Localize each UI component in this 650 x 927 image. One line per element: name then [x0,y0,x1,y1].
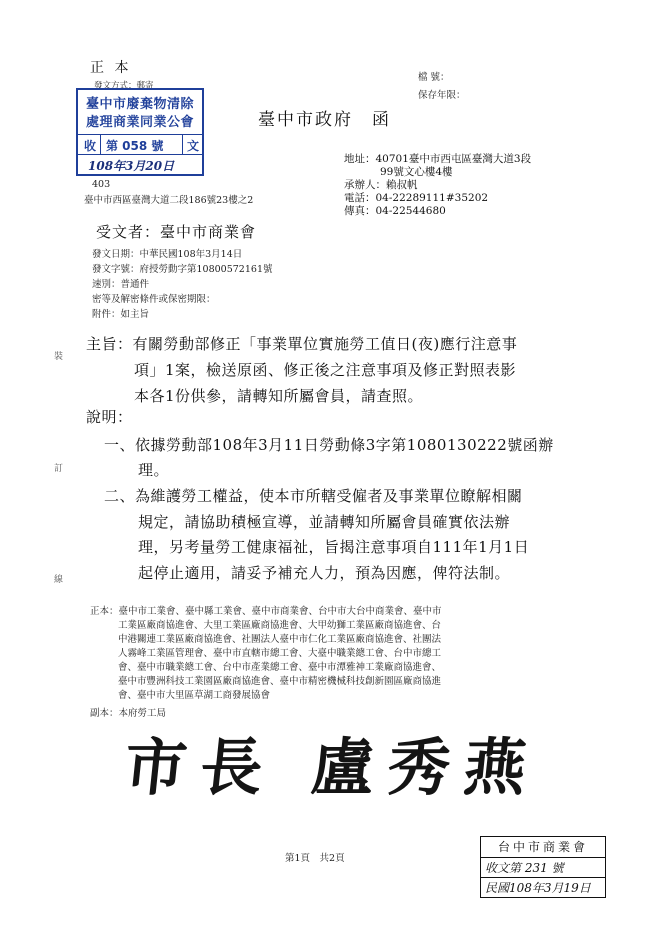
distribution-line5: 會、臺中市職業總工會、台中市產業總工會、臺中市潭雅神工業廠商協進會、 [118,662,442,673]
recipient-address: 臺中市西區臺灣大道二段186號23樓之2 [84,195,254,206]
stamp-recv-number: 第 058 號 [106,139,164,153]
delivery-method-note: 發文方式：郵寄 [94,81,154,91]
stamp-org-line2: 處理商業同業公會 [85,115,194,130]
distribution-line4: 人霧峰工業區管理會、臺中市直轄市總工會、大臺中職業總工會、台中市總工 [118,648,442,659]
distribution-line3: 中港關連工業區廠商協進會、社團法人臺中市仁化工業區廠商協進會、社團法 [118,634,442,645]
contact-fax: 傳真：04-22544680 [344,205,446,217]
retention-period-label: 保存年限： [418,90,466,101]
sender-address-line1: 地址：40701臺中市西屯區臺灣大道3段 [344,153,532,165]
stamp-doc-label: 文 [187,139,200,153]
page-footer: 第1頁 共2頁 [285,853,345,864]
mayor-signature: 市長 盧秀燕 [120,731,544,804]
delivery-speed: 速別：普通件 [92,279,150,290]
cc-line: 副本：本府勞工局 [90,708,167,719]
document-number: 發文字號：府授勞動字第10800572161號 [92,264,273,275]
contact-person: 承辦人：賴叔帆 [344,179,418,191]
distribution-line7: 會、臺中市大里區草湖工商發展協會 [118,690,271,701]
stamp-recv-label: 收 [84,139,97,153]
stamp-recv-date: 108年3月20日 [88,159,175,173]
distribution-line2: 工業區廠商協進會、大里工業區廠商協進會、大甲幼獅工業區廠商協進會、台 [118,620,442,631]
stamp-date-row [78,154,202,175]
gutter-mark-bind: 裝 [54,352,64,362]
explanation-item2-line3: 理，另考量勞工健康福祉，旨揭注意事項自111年1月1日 [138,538,530,556]
explanation-item2-line4: 起停止適用，請妥予補充人力，預為因應，俾符法制。 [138,564,511,582]
attachment-note: 附件：如主旨 [92,309,150,320]
chamber-stamp-name: 台中市商業會 [497,840,588,854]
subject-line2: 項」1案，檢送原函、修正後之注意事項及修正對照表影 [134,361,517,379]
explanation-item1-line2: 理。 [138,461,170,479]
distribution-line1: 正本：臺中市工業會、臺中縣工業會、臺中市商業會、台中市大台中商業會、臺中市 [90,606,442,617]
explanation-item1-line1: 一、依據勞動部108年3月11日勞動條3字第1080130222號函辦 [104,436,554,454]
chamber-stamp-number: 收文第 231 號 [481,857,605,877]
copy-type-label: 正 本 [90,60,132,76]
issue-date: 發文日期：中華民國108年3月14日 [92,249,243,260]
received-stamp [76,88,204,176]
sender-address-line2: 99號文心樓4樓 [380,166,453,178]
file-number-label: 檔 號： [418,72,450,83]
contact-phone: 電話：04-22289111#35202 [344,192,489,204]
addressee: 受文者：臺中市商業會 [96,223,257,241]
gutter-mark-staple: 訂 [54,464,64,474]
chamber-received-stamp [480,836,606,898]
stamp-org-line1: 臺中市廢棄物清除 [85,97,194,112]
subject-line1: 主旨：有關勞動部修正「事業單位實施勞工值日(夜)應行注意事 [86,335,518,353]
distribution-line6: 臺中市豐洲科技工業園區廠商協進會、臺中市精密機械科技創新園區廠商協進 [118,676,442,687]
stamp-number-row [78,134,202,155]
explanation-label: 說明： [86,408,133,426]
agency-title: 臺中市政府 函 [258,110,391,130]
chamber-stamp-date: 民國108年3月19日 [481,877,605,897]
explanation-item2-line1: 二、為維護勞工權益，使本市所轄受僱者及事業單位瞭解相關 [104,487,523,505]
subject-line3: 本各1份供參，請轉知所屬會員，請查照。 [134,387,424,405]
explanation-item2-line2: 規定，請協助積極宣導，並請轉知所屬會員確實依法辦 [138,513,511,531]
gutter-mark-line: 線 [54,575,64,585]
recipient-postal-code: 403 [92,179,111,190]
security-level: 密等及解密條件或保密期限： [92,294,216,305]
